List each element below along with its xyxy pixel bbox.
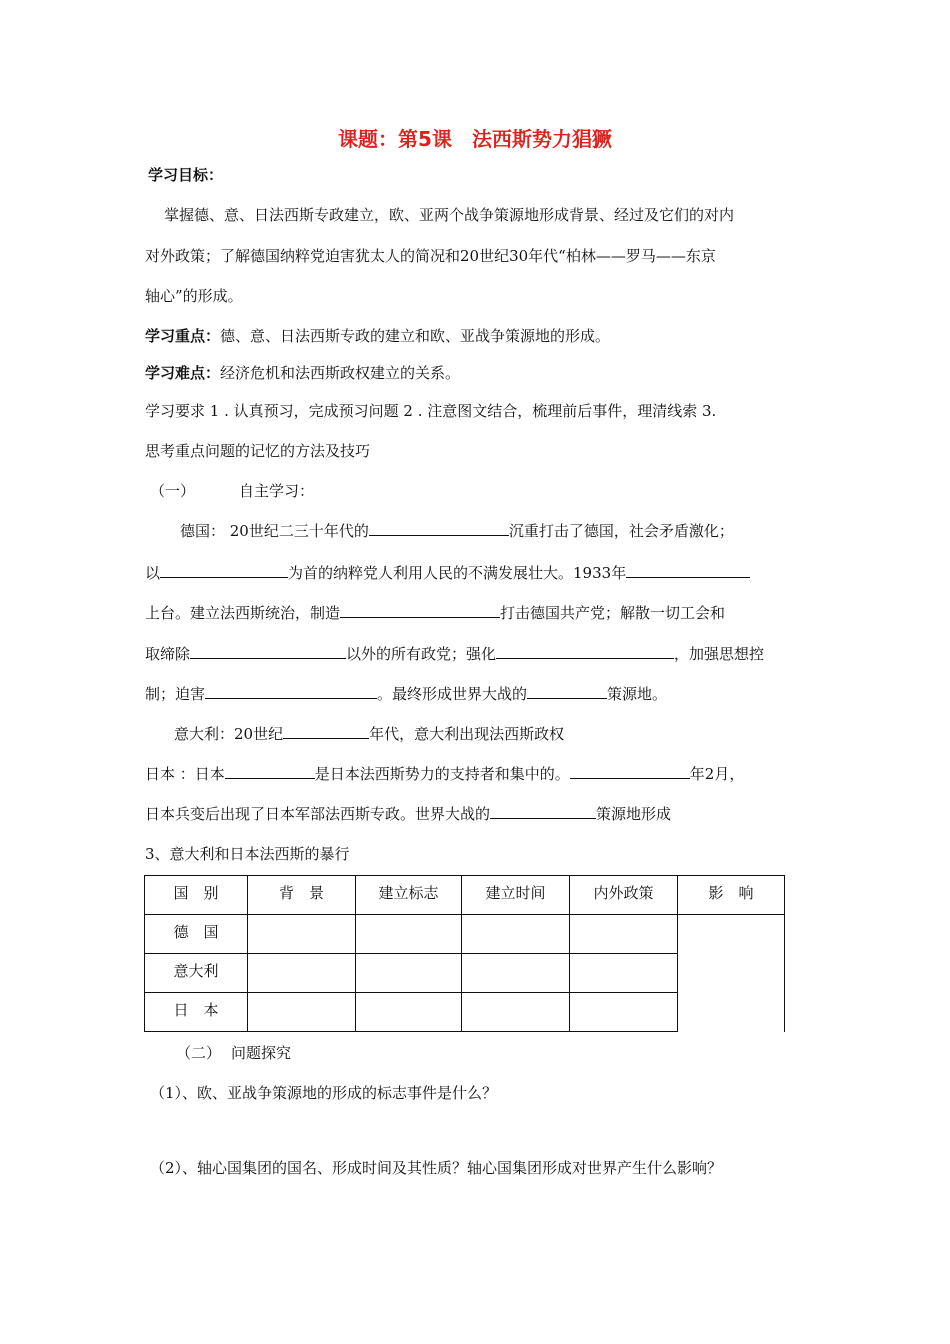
- key-point-label: 学习重点：: [145, 327, 221, 345]
- objectives-label: 学习目标：: [148, 166, 224, 184]
- text: ，加强思想控: [674, 645, 765, 663]
- fill-blank[interactable]: [369, 521, 509, 536]
- text: 日本兵变后出现了日本军部法西斯专政。世界大战的: [145, 805, 491, 823]
- table-row-label: 德 国: [145, 915, 248, 954]
- table-cell[interactable]: [248, 954, 356, 993]
- table-cell[interactable]: [570, 915, 678, 954]
- table-cell[interactable]: [356, 915, 462, 954]
- text: 日本 ：日本: [145, 765, 225, 783]
- japan-line-1: [145, 763, 744, 784]
- section2-num: （二）: [176, 1044, 222, 1062]
- text: 为首的纳粹党人利用人民的不满发展壮大。1933年: [288, 564, 627, 582]
- fill-blank[interactable]: [205, 684, 377, 699]
- text: 年代，意大利出现法西斯政权: [369, 725, 565, 743]
- difficulty-text: 经济危机和法西斯政权建立的关系。: [220, 364, 461, 382]
- key-point: [145, 325, 610, 346]
- fill-blank[interactable]: [190, 644, 346, 659]
- text: 取缔除: [145, 645, 191, 663]
- table-cell[interactable]: [248, 915, 356, 954]
- table-row-label: 日 本: [145, 993, 248, 1032]
- text: 是日本法西斯势力的支持者和集中的。: [314, 765, 570, 783]
- question-2: （2）、轴心国集团的国名、形成时间及其性质？轴心国集团形成对世界产生什么影响？: [150, 1159, 723, 1177]
- italy-line: [174, 723, 564, 744]
- key-point-text: 德、意、日法西斯专政的建立和欧、亚战争策源地的形成。: [220, 327, 611, 345]
- germany-line-2: [145, 562, 750, 583]
- table-header-cell: 背 景: [248, 876, 356, 915]
- section1-title: 自主学习：: [239, 482, 315, 500]
- section2-title: 问题探究: [231, 1044, 292, 1062]
- table-header-cell: 内外政策: [570, 876, 678, 915]
- text: 制；迫害: [145, 685, 206, 703]
- table-header-cell: 国 别: [145, 876, 248, 915]
- fascism-table: [144, 875, 785, 1032]
- fill-blank[interactable]: [490, 804, 596, 819]
- table-cell[interactable]: [248, 993, 356, 1032]
- table-cell[interactable]: [462, 915, 570, 954]
- objectives-line-3: 轴心”的形成。: [145, 287, 243, 305]
- japan-line-2: [145, 803, 671, 824]
- fill-blank[interactable]: [340, 603, 500, 618]
- table-cell[interactable]: [570, 993, 678, 1032]
- fill-blank[interactable]: [496, 644, 674, 659]
- text: 上台。建立法西斯统治，制造: [145, 604, 341, 622]
- fill-blank[interactable]: [527, 684, 607, 699]
- germany-line-1: [180, 520, 734, 541]
- text: 沉重打击了德国，社会矛盾激化；: [508, 522, 734, 540]
- page-title: 课题：第5课 法西斯势力猖獗: [338, 127, 612, 151]
- table-cell-influence[interactable]: [678, 915, 785, 1032]
- table-heading: 3、意大利和日本法西斯的暴行: [145, 845, 350, 863]
- table-cell[interactable]: [462, 993, 570, 1032]
- section2-heading: [176, 1042, 291, 1063]
- germany-line-5: [145, 683, 667, 704]
- text: 年2月，: [689, 765, 745, 783]
- difficulty-label: 学习难点：: [145, 364, 221, 382]
- fill-blank[interactable]: [283, 724, 369, 739]
- requirements-line-2: 思考重点问题的记忆的方法及技巧: [145, 442, 371, 460]
- fill-blank[interactable]: [160, 563, 288, 578]
- text: 打击德国共产党；解散一切工会和: [500, 604, 726, 622]
- table-cell[interactable]: [570, 954, 678, 993]
- germany-line-3: [145, 602, 725, 623]
- text: 以外的所有政党；强化: [346, 645, 497, 663]
- table-cell[interactable]: [356, 954, 462, 993]
- germany-line-4: [145, 643, 764, 664]
- section1-num: （一）: [150, 482, 196, 500]
- objectives-line-2: 对外政策；了解德国纳粹党迫害犹太人的简况和20世纪30年代“柏林——罗马——东京: [145, 247, 716, 265]
- table-header-row: [145, 876, 785, 915]
- table-header-cell: 建立时间: [462, 876, 570, 915]
- table-header-cell: 影 响: [678, 876, 785, 915]
- table-row-label: 意大利: [145, 954, 248, 993]
- fill-blank[interactable]: [626, 563, 750, 578]
- fill-blank[interactable]: [570, 764, 690, 779]
- table-cell[interactable]: [356, 993, 462, 1032]
- text: 策源地。: [607, 685, 668, 703]
- text: 。最终形成世界大战的: [377, 685, 528, 703]
- text: 以: [145, 564, 161, 582]
- table-header-cell: 建立标志: [356, 876, 462, 915]
- text: 德国： 20世纪二三十年代的: [180, 522, 369, 540]
- requirements-line-1: 学习要求 1 . 认真预习，完成预习问题 2 . 注意图文结合，梳理前后事件，理清线索 3.: [145, 402, 717, 420]
- text: 意大利：20世纪: [174, 725, 284, 743]
- question-1: （1）、欧、亚战争策源地的形成的标志事件是什么？: [150, 1084, 498, 1102]
- table-row: [145, 915, 785, 954]
- objectives-line-1: 掌握德、意、日法西斯专政建立，欧、亚两个战争策源地形成背景、经过及它们的对内: [164, 206, 735, 224]
- text: 策源地形成: [596, 805, 672, 823]
- section1-heading: [150, 480, 314, 501]
- difficulty: [145, 362, 460, 383]
- table-cell[interactable]: [462, 954, 570, 993]
- fill-blank[interactable]: [225, 764, 315, 779]
